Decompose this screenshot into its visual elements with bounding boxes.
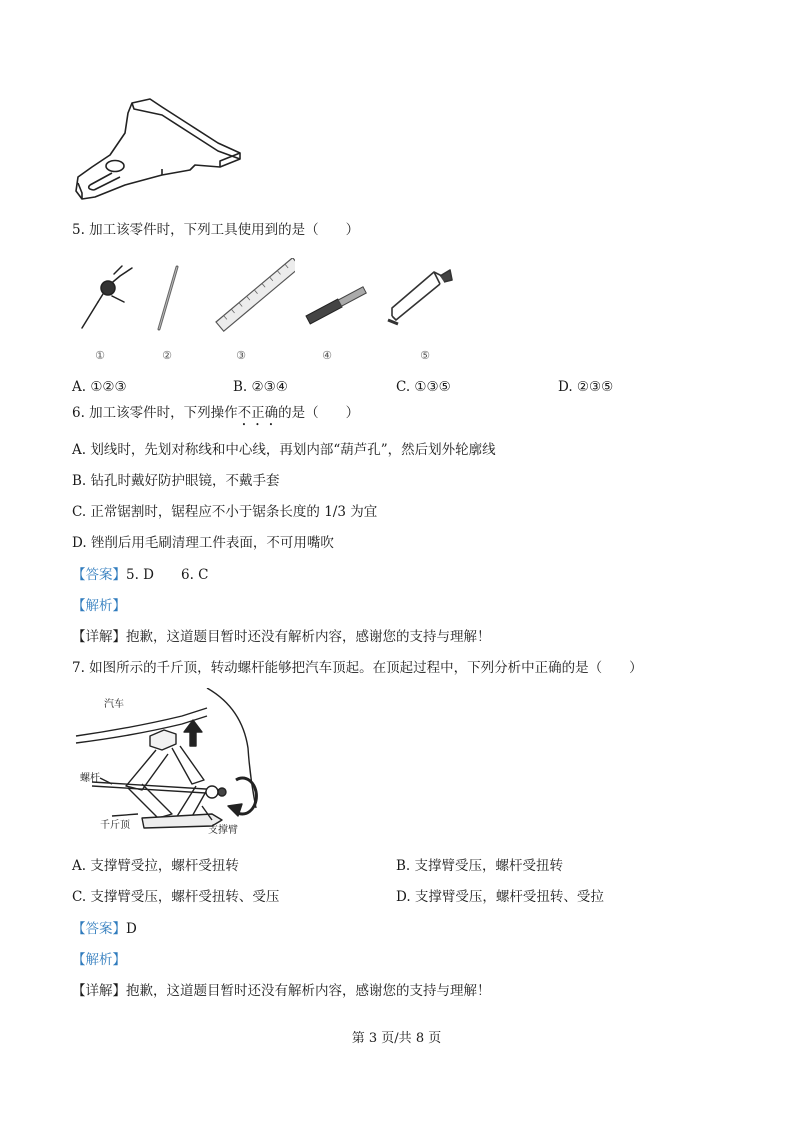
- q6-option-b[interactable]: B. 钻孔时戴好防护眼镜，不戴手套: [72, 473, 280, 489]
- analysis-label-5-6: 【解析】: [72, 598, 126, 614]
- label-arm: 支撑臂: [208, 825, 238, 836]
- analysis-label-7: 【解析】: [72, 952, 126, 968]
- tool-hand-drill-icon: [78, 262, 138, 332]
- q6-option-d[interactable]: D. 锉削后用毛刷清理工件表面，不可用嘴吹: [72, 535, 334, 551]
- answer-7: 【答案】D: [72, 921, 137, 937]
- tool-label-5: ⑤: [420, 349, 430, 362]
- page-footer: 第 3 页/共 8 页: [351, 1031, 442, 1046]
- q7-stem: 7. 如图所示的千斤顶，转动螺杆能够把汽车顶起。在顶起过程中，下列分析中正确的是（ ）: [72, 660, 643, 676]
- tool-scriber-icon: [155, 263, 185, 333]
- tool-label-4: ④: [322, 349, 332, 362]
- tool-steel-ruler-icon: [210, 258, 295, 333]
- q6-option-c[interactable]: C. 正常锯割时，锯程应不小于锯条长度的 1/3 为宜: [72, 504, 378, 520]
- q5-stem: 5. 加工该零件时，下列工具使用到的是（ ）: [72, 222, 360, 238]
- detail-5-6: 【详解】抱歉，这道题目暂时还没有解析内容，感谢您的支持与理解！: [72, 629, 491, 645]
- q7-option-d[interactable]: D. 支撑臂受压，螺杆受扭转、受拉: [396, 889, 604, 905]
- q6-stem: 6. 加工该零件时，下列操作不正确的是（ ）: [72, 405, 360, 421]
- detail-7: 【详解】抱歉，这道题目暂时还没有解析内容，感谢您的支持与理解！: [72, 983, 491, 999]
- q7-option-b[interactable]: B. 支撑臂受压，螺杆受扭转: [396, 858, 564, 874]
- q7-option-a[interactable]: A. 支撑臂受拉，螺杆受扭转: [72, 858, 239, 874]
- part-figure: [70, 95, 245, 205]
- q5-option-c[interactable]: C. ①③⑤: [396, 379, 451, 395]
- q5-option-a[interactable]: A. ①②③: [72, 379, 127, 395]
- q6-stem-emphasis: 不正确: [237, 405, 279, 421]
- label-jack: 千斤顶: [100, 820, 130, 831]
- answer-label: 【答案】: [72, 921, 126, 937]
- answer-label: 【答案】: [72, 567, 126, 583]
- q6-option-a[interactable]: A. 划线时，先划对称线和中心线，再划内部“葫芦孔”，然后划外轮廓线: [72, 442, 496, 458]
- label-screw: 螺杆: [80, 773, 100, 784]
- label-car: 汽车: [104, 699, 124, 710]
- tool-label-1: ①: [95, 349, 105, 362]
- tool-label-2: ②: [162, 349, 172, 362]
- tool-hacksaw-icon: [386, 268, 456, 330]
- answer-5-6: 【答案】5. D 6. C: [72, 567, 209, 583]
- tool-file-icon: [302, 270, 367, 325]
- q7-option-c[interactable]: C. 支撑臂受压，螺杆受扭转、受压: [72, 889, 280, 905]
- q5-option-d[interactable]: D. ②③⑤: [558, 379, 614, 395]
- tool-label-3: ③: [236, 349, 246, 362]
- q5-option-b[interactable]: B. ②③④: [233, 379, 288, 395]
